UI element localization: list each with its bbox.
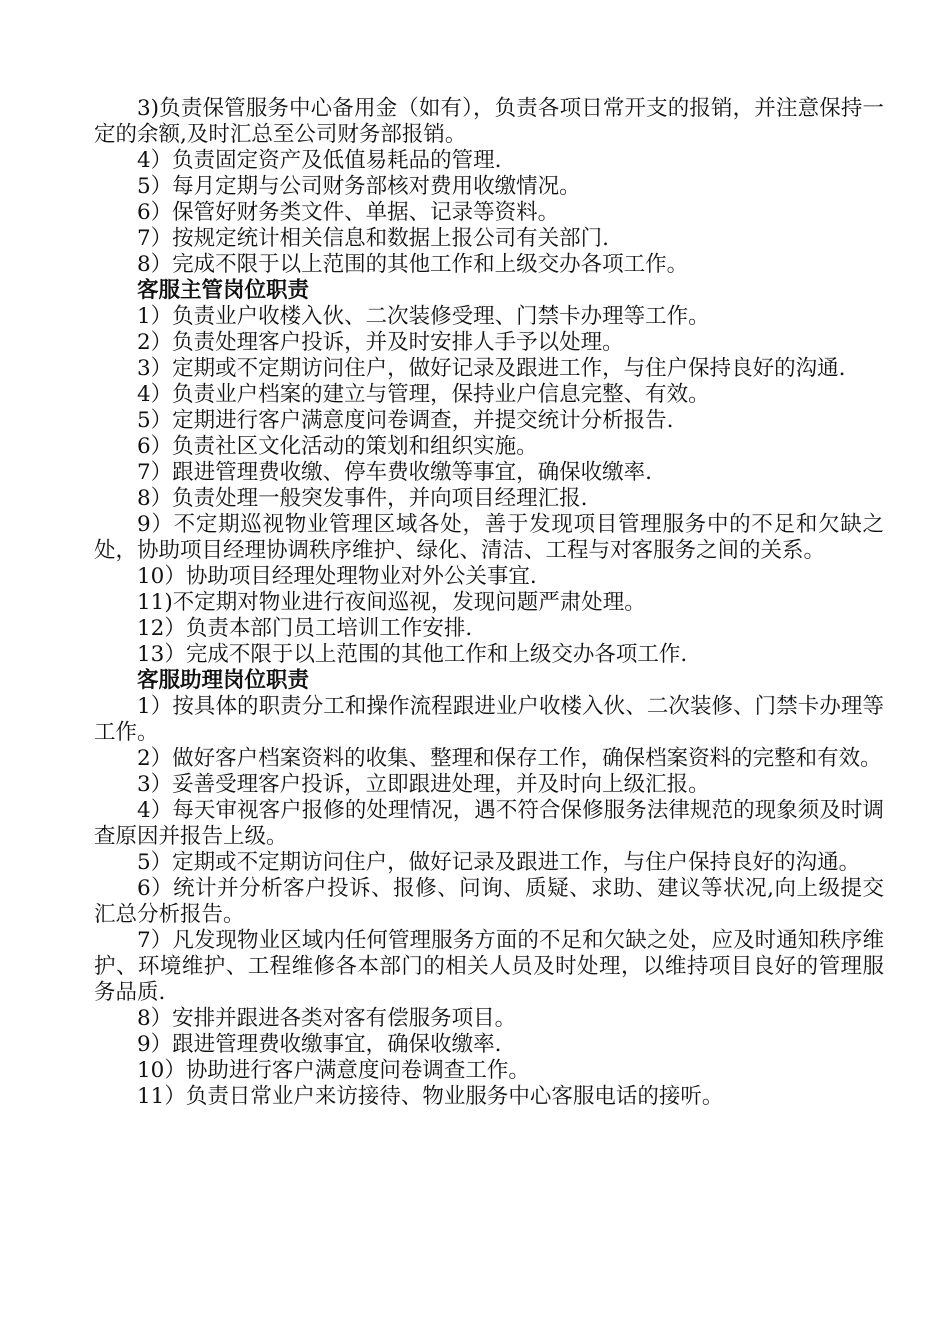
assistant-item: 8）安排并跟进各类对客有偿服务项目。 xyxy=(137,1006,517,1031)
finance-item: 3)负责保管服务中心备用金（如有），负责各项日常开支的报销，并注意保持一定的余额,及时汇总至公司财务部报销。 xyxy=(94,96,884,147)
assistant-item: 10）协助进行客户满意度问卷调查工作。 xyxy=(137,1058,530,1083)
supervisor-item: 4）负责业户档案的建立与管理，保持业户信息完整、有效。 xyxy=(137,382,710,407)
assistant-item: 3）妥善受理客户投诉，立即跟进处理，并及时向上级汇报。 xyxy=(137,772,710,797)
assistant-item: 6）统计并分析客户投诉、报修、问询、质疑、求助、建议等状况,向上级提交汇总分析报告。 xyxy=(94,876,884,927)
finance-item: 7）按规定统计相关信息和数据上报公司有关部门. xyxy=(137,226,610,251)
finance-item: 6）保管好财务类文件、单据、记录等资料。 xyxy=(137,200,560,225)
finance-item: 8）完成不限于以上范围的其他工作和上级交办各项工作。 xyxy=(137,252,689,277)
supervisor-item: 5）定期进行客户满意度问卷调查，并提交统计分析报告. xyxy=(137,408,674,433)
assistant-item: 11）负责日常业户来访接待、物业服务中心客服电话的接听。 xyxy=(137,1084,724,1109)
assistant-item: 7）凡发现物业区域内任何管理服务方面的不足和欠缺之处，应及时通知秩序维护、环境维护、工程维修各本部门的相关人员及时处理，以维持项目良好的管理服务品质. xyxy=(94,928,884,1005)
finance-item: 5）每月定期与公司财务部核对费用收缴情况。 xyxy=(137,174,581,199)
assistant-item: 2）做好客户档案资料的收集、整理和保存工作，确保档案资料的完整和有效。 xyxy=(137,746,882,771)
supervisor-item: 11)不定期对物业进行夜间巡视，发现问题严肃处理。 xyxy=(137,590,646,615)
supervisor-item: 9）不定期巡视物业管理区域各处，善于发现项目管理服务中的不足和欠缺之处，协助项目经理协调秩序维护、绿化、清洁、工程与对客服务之间的关系。 xyxy=(94,512,884,563)
finance-item: 4）负责固定资产及低值易耗品的管理. xyxy=(137,148,502,173)
supervisor-item: 1）负责业户收楼入伙、二次装修受理、门禁卡办理等工作。 xyxy=(137,304,710,329)
assistant-item: 9）跟进管理费收缴事宜，确保收缴率. xyxy=(137,1032,502,1057)
supervisor-item: 3）定期或不定期访问住户，做好记录及跟进工作，与住户保持良好的沟通. xyxy=(137,356,846,381)
assistant-item: 5）定期或不定期访问住户，做好记录及跟进工作，与住户保持良好的沟通。 xyxy=(137,850,861,875)
assistant-item: 4）每天审视客户报修的处理情况，遇不符合保修服务法律规范的现象须及时调查原因并报告上级。 xyxy=(94,798,884,849)
supervisor-item: 2）负责处理客户投诉，并及时安排人手予以处理。 xyxy=(137,330,624,355)
supervisor-item: 6）负责社区文化活动的策划和组织实施。 xyxy=(137,434,538,459)
document-page xyxy=(94,96,884,1110)
supervisor-item: 10）协助项目经理处理物业对外公关事宜. xyxy=(137,564,537,589)
supervisor-item: 8）负责处理一般突发事件，并向项目经理汇报. xyxy=(137,486,588,511)
assistant-section-title: 客服助理岗位职责 xyxy=(137,668,310,693)
supervisor-item: 13）完成不限于以上范围的其他工作和上级交办各项工作. xyxy=(137,642,688,667)
supervisor-section-title: 客服主管岗位职责 xyxy=(137,278,310,303)
supervisor-item: 7）跟进管理费收缴、停车费收缴等事宜，确保收缴率. xyxy=(137,460,653,485)
supervisor-item: 12）负责本部门员工培训工作安排. xyxy=(137,616,473,641)
assistant-item: 1）按具体的职责分工和操作流程跟进业户收楼入伙、二次装修、门禁卡办理等工作。 xyxy=(94,694,884,745)
